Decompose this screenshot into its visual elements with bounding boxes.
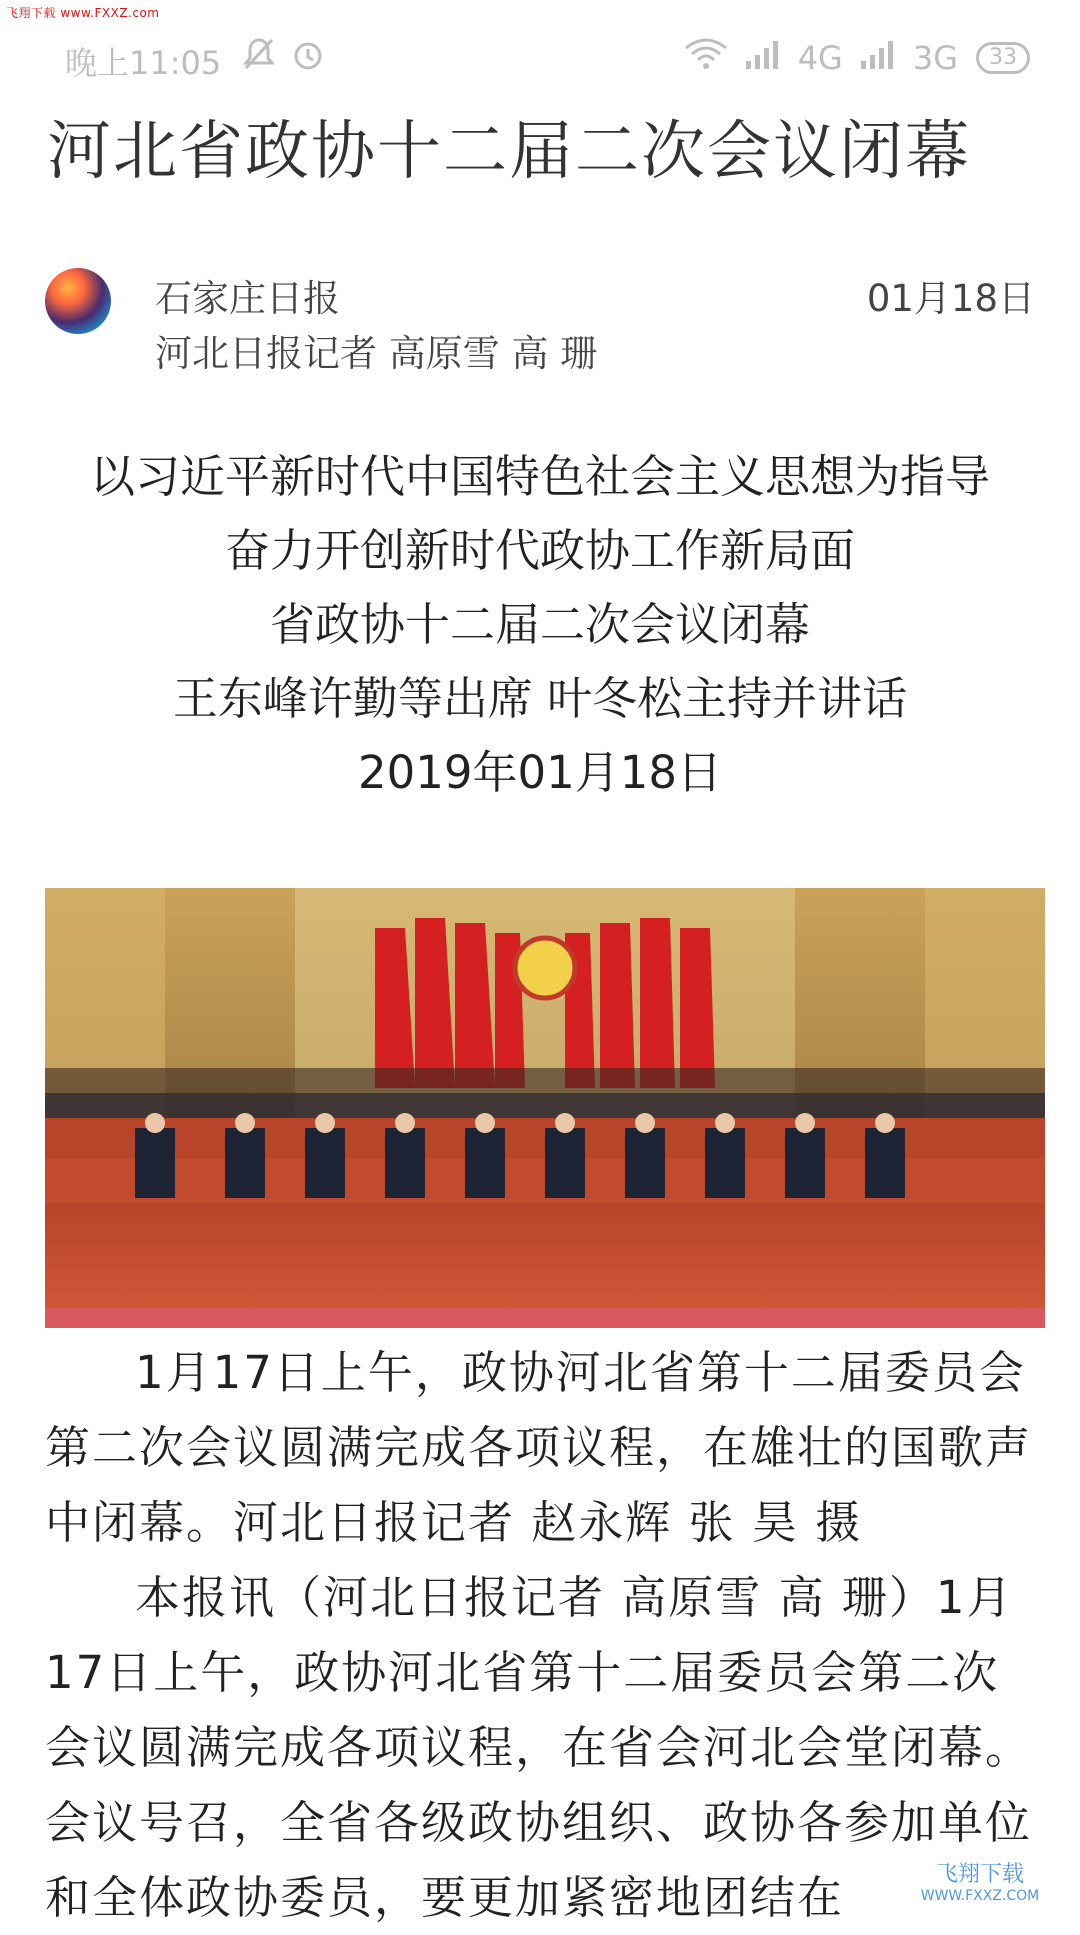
headline-block bbox=[40, 440, 1040, 810]
publish-date: 01月18日 bbox=[866, 277, 1035, 320]
watermark-bottom-right bbox=[900, 1850, 1060, 1910]
status-right bbox=[684, 38, 1030, 78]
watermark-main: 飞翔下载 bbox=[935, 1861, 1024, 1887]
watermark-top-left: 飞翔下载 www.FXXZ.com bbox=[6, 6, 160, 20]
body-paragraph: 1月17日上午，政协河北省第十二届委员会第二次会议圆满完成各项议程，在雄壮的国歌声中闭幕。河北日报记者 赵永辉 张 昊 摄 bbox=[45, 1346, 1033, 1549]
source-avatar[interactable] bbox=[45, 268, 111, 334]
mute-bell-icon bbox=[242, 36, 276, 80]
headline-line: 王东峰许勤等出席 叶冬松主持并讲话 bbox=[172, 672, 908, 725]
headline-line: 以习近平新时代中国特色社会主义思想为指导 bbox=[89, 450, 990, 503]
status-bar bbox=[0, 0, 1080, 110]
body-paragraph: 本报讯（河北日报记者 高原雪 高 珊）1月17日上午，政协河北省第十二届委员会第二次会议圆满完成各项议程，在省会河北会堂闭幕。会议号召，全省各级政协组织、政协各参加单位和全体政协委员，要更加紧密地团结在 bbox=[45, 1571, 1033, 1924]
alarm-icon bbox=[290, 36, 326, 80]
article-byline bbox=[45, 268, 1035, 378]
article-photo[interactable] bbox=[45, 888, 1045, 1328]
headline-line: 省政协十二届二次会议闭幕 bbox=[269, 598, 810, 651]
watermark-sub: WWW.FXXZ.COM bbox=[920, 1887, 1040, 1904]
author-name: 河北日报记者 高原雪 高 珊 bbox=[155, 332, 598, 375]
signal-icon bbox=[861, 39, 895, 77]
article-body bbox=[45, 1335, 1045, 1935]
headline-line: 2019年01月18日 bbox=[357, 746, 723, 799]
battery-indicator: 33 bbox=[976, 42, 1030, 74]
network-4g: 4G bbox=[797, 39, 843, 77]
signal-icon bbox=[746, 39, 780, 77]
wifi-icon bbox=[684, 38, 728, 78]
status-time: 晚上11:05 bbox=[65, 44, 222, 82]
network-3g: 3G bbox=[912, 39, 958, 77]
article-title: 河北省政协十二届二次会议闭幕 bbox=[47, 115, 971, 189]
headline-line: 奋力开创新时代政协工作新局面 bbox=[224, 524, 855, 577]
source-name[interactable]: 石家庄日报 bbox=[155, 277, 340, 320]
